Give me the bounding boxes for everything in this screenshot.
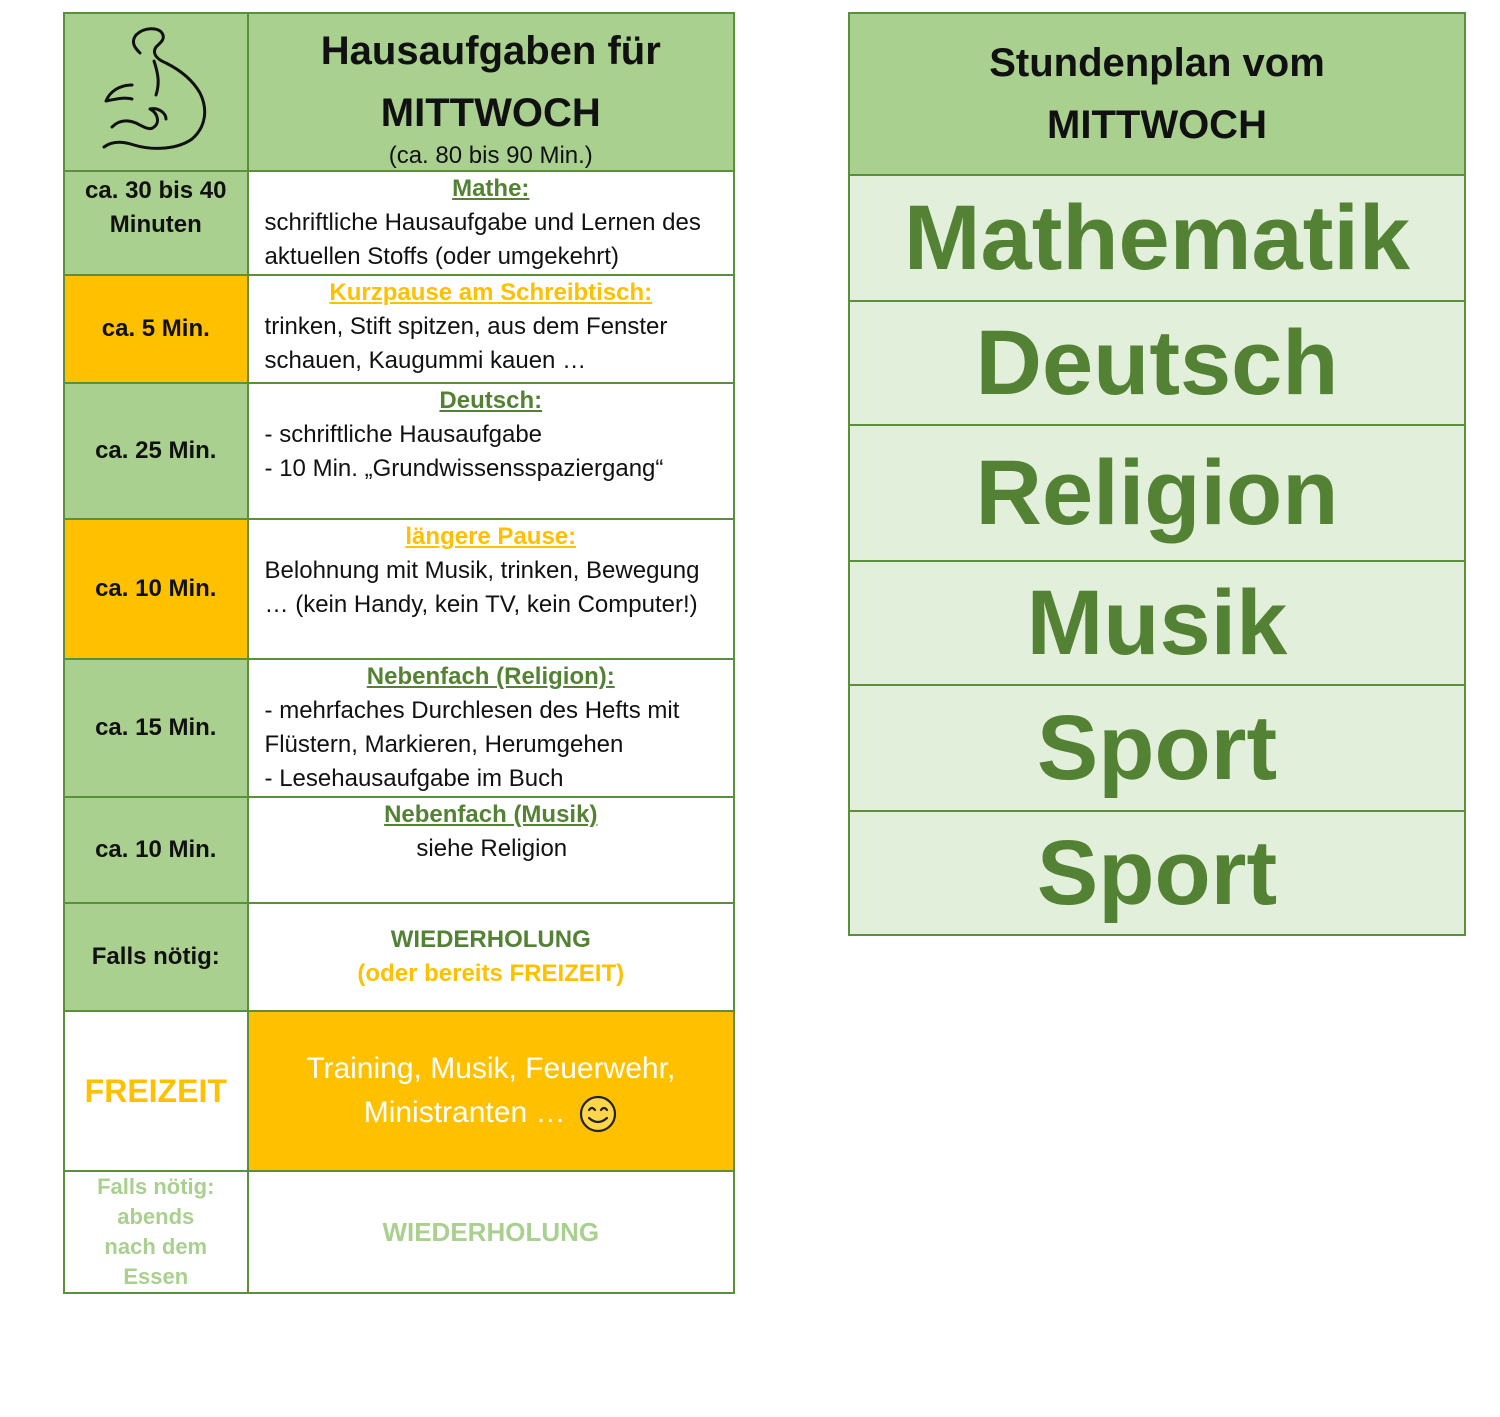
table-row (64, 383, 734, 519)
task-cell (248, 383, 734, 519)
time-cell: ca. 30 bis 40 Minuten (64, 171, 248, 275)
task-body: - schriftliche Hausaufgabe - 10 Min. „Grundwissensspaziergang“ (264, 421, 664, 482)
task-cell (248, 903, 734, 1011)
task-cell (248, 275, 734, 383)
lesson-cell: Deutsch (849, 301, 1465, 425)
lesson-cell: Mathematik (849, 175, 1465, 301)
homework-header (248, 13, 734, 171)
time-cell: ca. 10 Min. (64, 519, 248, 659)
time-cell: ca. 15 Min. (64, 659, 248, 797)
header-icon-cell (64, 13, 248, 171)
lesson-cell: Sport (849, 811, 1465, 935)
task-title: Nebenfach (Musik) (384, 801, 598, 828)
task-title: Kurzpause am Schreibtisch: (329, 279, 653, 306)
homework-title-line2: MITTWOCH (380, 91, 601, 135)
schedule-header (849, 13, 1465, 175)
task-title: Mathe: (452, 175, 530, 202)
task-body: siehe Religion (416, 835, 568, 862)
task-body: Belohnung mit Musik, trinken, Bewegung … (kein Handy, kein TV, kein Computer!) (264, 557, 700, 618)
time-cell: ca. 25 Min. (64, 383, 248, 519)
time-cell: Falls nötig: abends nach dem Essen (64, 1171, 248, 1293)
homework-table (63, 12, 735, 1294)
task-cell (248, 1171, 734, 1293)
freizeit-label: FREIZEIT (64, 1011, 248, 1171)
table-row (64, 519, 734, 659)
freizeit-body: Training, Musik, Feuerwehr, Ministranten … (306, 1052, 676, 1129)
task-title: längere Pause: (405, 523, 577, 550)
task-cell (248, 1011, 734, 1171)
schedule-title-line1: Stundenplan vom (989, 41, 1325, 85)
task-body: - mehrfaches Durchlesen des Hefts mit Flüstern, Markieren, Herumgehen - Lesehausaufgabe im Buch (264, 697, 680, 792)
homework-title-line1: Hausaufgaben für (320, 29, 661, 73)
task-cell (248, 519, 734, 659)
table-row (64, 171, 734, 275)
task-body: schriftliche Hausaufgabe und Lernen des aktuellen Stoffs (oder umgekehrt) (264, 209, 701, 270)
time-cell: ca. 10 Min. (64, 797, 248, 903)
homework-subtitle: (ca. 80 bis 90 Min.) (388, 142, 593, 169)
smiley-icon (578, 1094, 618, 1134)
task-title: Nebenfach (Religion): (366, 663, 615, 690)
task-cell (248, 659, 734, 797)
task-title: Deutsch: (439, 387, 543, 414)
table-row (64, 1011, 734, 1171)
schedule-table (848, 12, 1466, 936)
lesson-cell: Musik (849, 561, 1465, 685)
task-cell (248, 171, 734, 275)
time-cell: ca. 5 Min. (64, 275, 248, 383)
flexed-arm-icon (96, 23, 216, 157)
lesson-cell: Religion (849, 425, 1465, 561)
task-cell (248, 797, 734, 903)
table-row (64, 903, 734, 1011)
table-row (64, 1171, 734, 1293)
schedule-title-line2: MITTWOCH (1047, 103, 1267, 147)
lesson-cell: Sport (849, 685, 1465, 811)
task-title: WIEDERHOLUNG (390, 926, 591, 953)
task-title: WIEDERHOLUNG (382, 1216, 600, 1247)
table-row (64, 797, 734, 903)
table-row (64, 659, 734, 797)
task-body: (oder bereits FREIZEIT) (357, 960, 625, 987)
time-cell: Falls nötig: (64, 903, 248, 1011)
table-row (64, 275, 734, 383)
task-body: trinken, Stift spitzen, aus dem Fenster schauen, Kaugummi kauen … (264, 313, 668, 374)
